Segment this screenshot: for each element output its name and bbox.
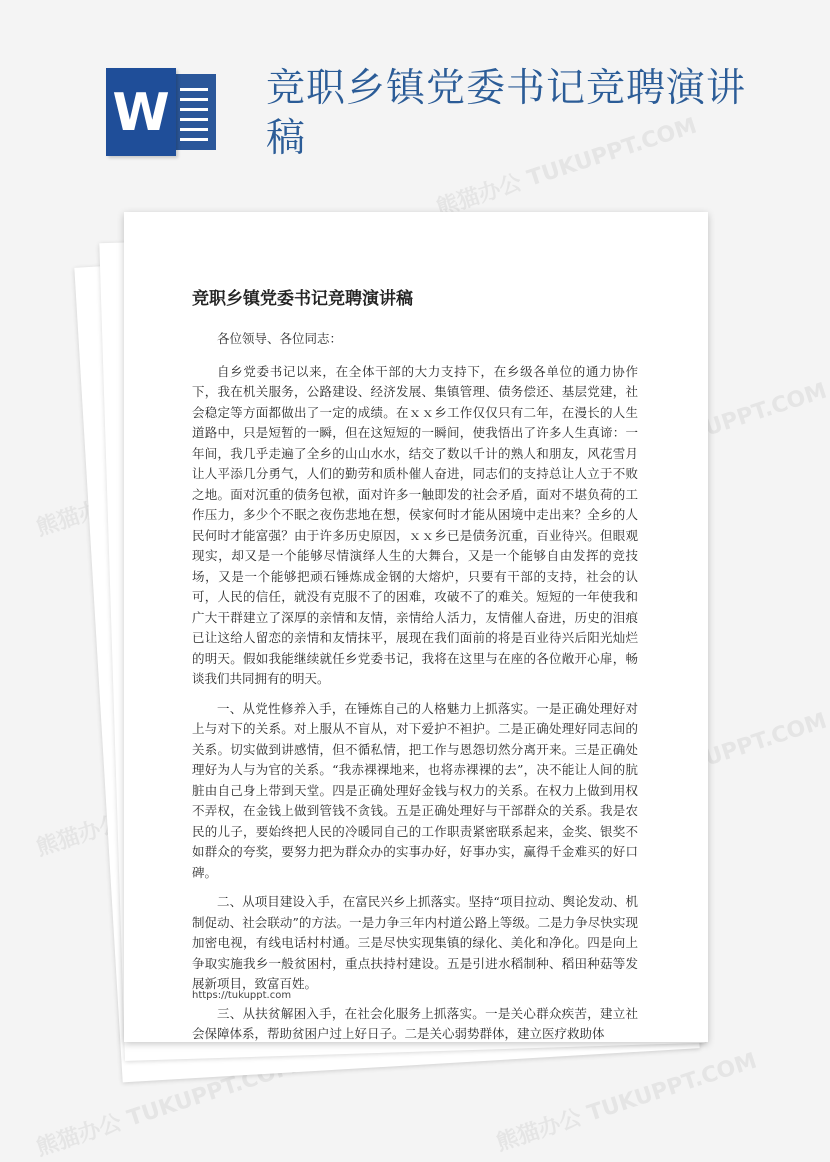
word-logo-tile	[106, 68, 176, 156]
greeting: 各位领导、各位同志：	[217, 331, 343, 346]
watermark: 熊猫办公 TUKUPPT.COM	[33, 1053, 300, 1162]
paragraph: 二、从项目建设入手，在富民兴乡上抓落实。坚持“项目拉动、舆论发动、机制促动、社会联动”的方法。一是力争三年内村道公路上等级。二是力争尽快实现加密电视，有线电话村村通。三是尽快实现集镇的绿化、美化和净化。四是向上争取实施我乡一般贫困村，重点扶持村建设。五是引进水稻制种、稻田种菇等发展新项目，致富百姓。	[192, 894, 638, 991]
watermark: 熊猫办公 TUKUPPT.COM	[433, 113, 700, 222]
watermark: TUKUPPT.COM	[654, 708, 830, 787]
paragraph: 三、从扶贫解困入手，在社会化服务上抓落实。一是关心群众疾苦，建立社会保障体系，帮助贫困户过上好日子。二是关心弱势群体，建立医疗救助体	[192, 1005, 638, 1041]
document-lines-graphic	[170, 74, 216, 150]
footer-url: https://tukuppt.com	[192, 990, 292, 1001]
watermark: 熊猫办公 TUKUPPT.COM	[493, 1048, 760, 1157]
paragraph: 一、从党性修养入手，在锤炼自己的人格魅力上抓落实。一是正确处理好对上与对下的关系。对上服从不盲从，对下爱护不袒护。二是正确处理好同志间的关系。切实做到讲感情，但不循私情，把工作与恩怨切然分离开来。三是正确处理好为人与为官的关系。“我赤裸裸地来，也将赤裸裸的去”，决不能让人间的肮脏由自己身上带到天堂。四是正确处理好金钱与权力的关系。在权力上做到用权不弄权，在金钱上做到管钱不贪钱。五是正确处理好与干部群众的关系。我是农民的儿子，要始终把人民的冷暖同自己的工作职责紧密联系起来，金奖、银奖不如群众的夸奖，要努力把为群众办的实事办好，好事办实，赢得千金难买的好口碑。	[192, 700, 638, 880]
cover-title: 竞职乡镇党委书记竞聘演讲稿	[266, 66, 747, 161]
watermark: 熊猫办公	[33, 490, 125, 542]
paragraph: 自乡党委书记以来，在全体干部的大力支持下，在乡级各单位的通力协作下，我在机关服务，公路建设、经济发展、集镇管理、债务偿还、基层党建，社会稳定等方面都做出了一定的成绩。在ｘｘ乡工作仅仅只有二年，在漫长的人生道路中，只是短暂的一瞬，但在这短短的一瞬间，使我悟出了许多人生真谛：一年间，我几乎走遍了全乡的山山水水，结交了数以千计的熟人和朋友，风花雪月让人平添几分勇气，人们的勤劳和质朴催人奋进，同志们的支持总让人立于不败之地。面对沉重的债务包袱，面对许多一触即发的社会矛盾，面对不堪负荷的工作压力，多少个不眠之夜伤悲地在想，侯家何时才能从困境中走出来？全乡的人民何时才能富强？由于许多历史原因，ｘｘ乡已是债务沉重，百业待兴。但眼观现实，却又是一个能够尽情演绎人生的大舞台，又是一个能够自由发挥的竞技场，又是一个能够把顽石锤炼成金钢的大熔炉，只要有干部的支持，社会的认可，人民的信任，就没有克服不了的困难，攻破不了的难关。短短的一年使我和广大干群建立了深厚的亲情和友情，亲情给人活力，友情催人奋进，历史的泪痕已让这给人留恋的亲情和友情抹平，展现在我们面前的将是百业待兴后阳光灿烂的明天。假如我能继续就任乡党委书记，我将在这里与在座的各位敞开心扉，畅谈我们共同拥有的明天。	[192, 363, 638, 686]
document-body	[192, 329, 638, 1054]
word-logo-letter: W	[112, 83, 170, 143]
word-document-icon	[106, 68, 218, 156]
document-page	[124, 212, 708, 1042]
document-title: 竞职乡镇党委书记竞聘演讲稿	[192, 289, 413, 309]
watermark: TUKUPPT.COM	[654, 378, 830, 457]
watermark: 熊猫办公	[33, 810, 125, 862]
